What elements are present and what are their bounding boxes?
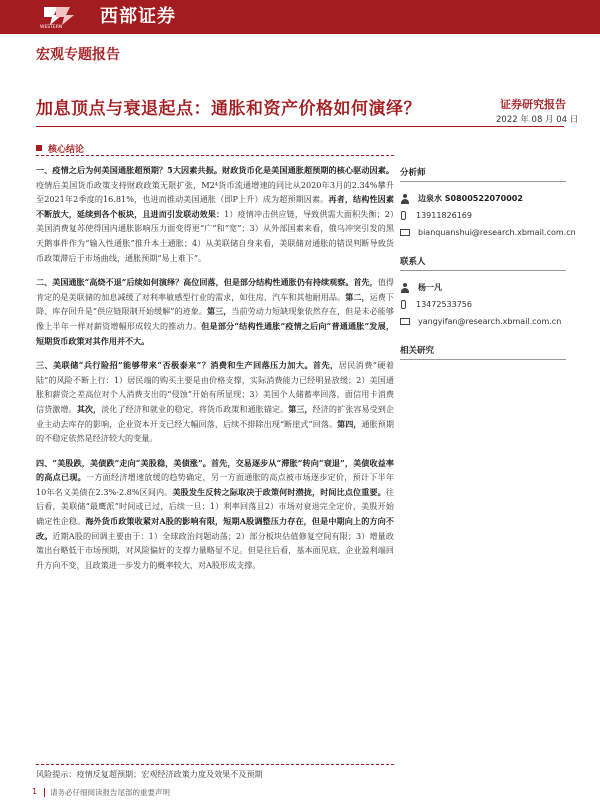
- contact-heading: 联系人: [400, 253, 566, 271]
- company-logo: [36, 5, 96, 29]
- related-heading: 相关研究: [400, 342, 566, 360]
- analyst-phone: 13911826169: [416, 211, 472, 220]
- bold-run: 二、美国通胀“高烧不退”后续如何演绎？高位回落，但是部分结构性通胀仍有持续观察。首先，: [36, 277, 378, 288]
- analyst-heading: 分析师: [400, 164, 566, 182]
- text-run: 疫情后美国货币政策支持财政政策无限扩张，M2⁴货币流通增速的同比从2020年3月的2.34%攀升至2021年2季度的16.81%，也进而推动美国通胀（即P上升）成为超预期因素。: [36, 179, 394, 205]
- bold-run: 第四，: [337, 418, 362, 429]
- logo-wordmark: WESTERN: [40, 25, 63, 29]
- person-icon: [400, 194, 410, 204]
- bold-run: 第二，: [345, 291, 370, 302]
- phone-icon: [401, 211, 406, 220]
- text-run: 值得肯定的是美联储的加息减缓了对利率敏感型行业的需求，如住房、汽车和其他耐用品。: [36, 277, 394, 302]
- text-run: 1）疫情冲击供应链，导致供需大面积失衡；2）美国消费复苏使得国内通胀影响压力面变得更“广”和“宽”；3）从外部国素来看，俄乌冲突引发的黑天鹅事件作为“输入性通胀”推升本土通胀；4）从美联储自身来看，美联储对通胀的错误判断导致货币政策滞后于市场曲线，通胀预期“易上难下”。: [36, 208, 394, 263]
- bold-run: 其次，: [76, 403, 102, 414]
- contact-email-row: [400, 313, 566, 330]
- contact-phone: 13472533756: [416, 300, 472, 309]
- bold-run: 美股发生反转之际取决于政策何时潜拢，时间比点位重要。: [172, 486, 386, 497]
- text-run: 近期A股的回调主要由于：1）全球政治问题动荡；2）部分板块估值修复空间有限；3）增量政策出台略低于市场预期，对风险偏好的支撑力量略显不足。但是往后看，基本面见底、企业盈利端回升方向不变，且政策进一步发力的概率较大，对A股形成支撑。: [36, 530, 394, 570]
- bold-run: 第三，: [206, 306, 232, 317]
- text-run: 居民消费“硬着陆”的风险不断上行：1）居民端的购买主要是由价格支撑，实际消费能力已经明显放缓；2）美国通胀和薪资之差高位对个人消费支出的“侵蚀”开始有所显现；3）美国个人储蓄率回落，面信用卡消费信贷激增。: [36, 360, 395, 414]
- analyst-name: 边泉水 S0800522070002: [418, 194, 523, 203]
- page-footer: [0, 786, 600, 800]
- bold-run: 四、“美股跌，美债跌”走向“美股稳，美债涨”。首先，交易逐步从“滞胀”转向“衰退”，美债收益率的高点已现。: [36, 457, 394, 483]
- contact-block: [400, 253, 566, 330]
- phone-icon: [401, 300, 406, 309]
- summary-paragraph: [36, 163, 394, 265]
- risk-warning: 风险提示：疫情反复超预期；宏观经济政策力度及效果不及预期: [36, 764, 394, 780]
- contact-name-row: [400, 279, 566, 296]
- bold-run: 但是部分“结构性通胀”疫情之后向“普通通胀”发展，短期货币政策对其作用并不大。: [36, 320, 394, 346]
- text-run: 经济的扩张容易受到企业主动去库存的影响，企业资本开支已经大幅回落，后续不排除出现“断崖式”回落。: [36, 403, 394, 429]
- analyst-name-row: [400, 190, 566, 207]
- bold-run: 海外货币政策收紧对A股的影响有限，短期A股调整压力存在，但是中期向上的方向不改。: [36, 516, 394, 541]
- text-run: 运费下降、库存回升是“供应链限制开始缓解”的迹象。: [36, 291, 394, 317]
- text-run: 淡化了经济和就业的稳定，将货币政策和通胀锚定。: [101, 403, 289, 414]
- mail-icon: [400, 229, 410, 236]
- text-run: 往后看，美联储“最鹰派”时间或已过，后续一旦：1）利率回落且2）市场对衰退完全定价，美股开始确定性企稳。: [36, 486, 394, 527]
- related-block: [400, 342, 566, 360]
- analyst-email[interactable]: bianquanshui@research.xbmail.com.cn: [418, 228, 576, 237]
- summary-paragraph: [36, 358, 394, 446]
- mail-icon: [400, 318, 410, 325]
- analyst-email-row: [400, 224, 576, 241]
- brand-name: 西部证券: [100, 6, 176, 27]
- contact-email[interactable]: yangyifan@research.xbmail.com.cn: [418, 317, 562, 326]
- section-marker-icon: [36, 145, 42, 151]
- summary-paragraph: [36, 456, 394, 573]
- text-run: 当前劳动力短缺现象依然存在，但是未必能够像上半年一样对薪资增幅形成较大的推动力。: [36, 306, 394, 331]
- report-date: 2022 年 08 月 04 日: [496, 115, 579, 125]
- footer-separator: [44, 788, 45, 797]
- person-icon: [400, 283, 410, 293]
- contact-phone-row: [400, 296, 566, 313]
- section-rule: [36, 155, 394, 156]
- bold-run: 第三，: [288, 403, 313, 414]
- page-number: 1: [32, 787, 38, 796]
- report-type: 宏观专题报告: [36, 47, 120, 63]
- analyst-phone-row: [400, 207, 566, 224]
- contact-name: 杨一凡: [418, 283, 442, 292]
- section-header: [36, 140, 394, 156]
- analyst-block: [400, 164, 576, 241]
- disclaimer-note: 请务必仔细阅读报告尾部的重要声明: [50, 788, 170, 797]
- text-run: 通胀预期的不稳定依然是经济较大的变量。: [36, 418, 394, 444]
- summary-body: [36, 163, 394, 582]
- bold-run: 再者，结构性因素不断放大，延续到各个板块，且进而引发联动效果：: [36, 194, 394, 219]
- bold-run: 一、疫情之后为何美国通胀超预期？5大因素共振。财政货币化是美国通胀超预期的核心驱动因素。: [36, 165, 394, 175]
- report-tag: 证券研究报告: [500, 98, 566, 111]
- report-title: 加息顶点与衰退起点：通胀和资产价格如何演绎？: [36, 99, 421, 119]
- text-run: 一方面经济增速放缓的趋势确定，另一方面通胀的高点被市场逐步定价，预计下半年10年名义美债在2.3%-2.8%区间内。: [36, 472, 394, 497]
- sidebar: [400, 164, 576, 368]
- bold-run: 三、美联储“兵行险招”能够带来“否极泰来”？消费和生产回落压力加大。首先，: [36, 360, 339, 371]
- section-title: 核心结论: [48, 145, 85, 155]
- summary-paragraph: [36, 275, 394, 348]
- title-divider: [36, 126, 564, 127]
